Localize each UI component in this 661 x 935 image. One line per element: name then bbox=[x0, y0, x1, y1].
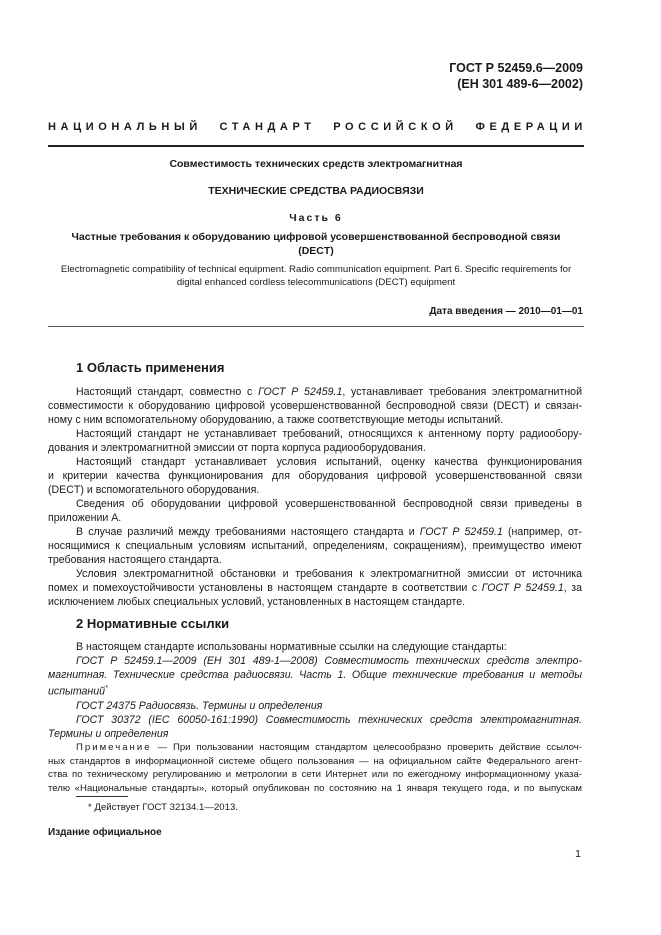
s2-ref1-line1: ГОСТ Р 52459.1—2009 (ЕН 301 489-1—2008) Совместимость технических средств электро- bbox=[76, 655, 582, 667]
section-2-note bbox=[48, 741, 582, 795]
s1-p6-line1: Условия электромагнитной обстановки и требования к электромагнитной эмиссии от источника bbox=[76, 568, 582, 580]
footnote-rule bbox=[76, 796, 128, 797]
s2-ref3-line2: Термины и определения bbox=[48, 727, 169, 740]
national-standard-banner: НАЦИОНАЛЬНЫЙ СТАНДАРТ РОССИЙСКОЙ ФЕДЕРАЦИИ bbox=[48, 121, 587, 133]
section-1-body bbox=[48, 385, 582, 609]
note-line3: ства по техническому регулированию и метрологии в сети Интернет или по ежегодному информационному указа- bbox=[48, 769, 582, 780]
s1-p4-line2: приложении А. bbox=[48, 512, 122, 524]
page-number: 1 bbox=[575, 848, 581, 860]
section-1-heading: 1 Область применения bbox=[76, 360, 225, 375]
title-english-line1: Electromagnetic compatibility of technical equipment. Radio communication equipment. Part 6. Specific requirements for bbox=[60, 264, 572, 275]
s1-p5-line2: носящимися к специальным условиям испытаний, определениям, сокращениям), преимущество имеют bbox=[48, 540, 582, 552]
title-english-line2: digital enhanced cordless telecommunications (DECT) equipment bbox=[176, 277, 456, 288]
footnote: * Действует ГОСТ 32134.1—2013. bbox=[88, 802, 238, 813]
s2-intro: В настоящем стандарте использованы нормативные ссылки на следующие стандарты: bbox=[76, 641, 507, 653]
date-rule bbox=[48, 326, 584, 327]
note-line4: телю «Национальные стандарты», который опубликован по состоянию на 1 января текущего года, и по выпускам bbox=[48, 782, 582, 794]
title-part: Часть 6 bbox=[289, 212, 343, 224]
note-label: Примечание bbox=[76, 742, 152, 753]
ref-gost-52459-1: ГОСТ Р 52459.1 bbox=[419, 526, 503, 538]
s1-p3-line1: Настоящий стандарт устанавливает условия испытаний, оценку качества функционирования bbox=[76, 456, 582, 468]
official-edition-label: Издание официальное bbox=[48, 827, 162, 838]
s1-p3-line3: (DECT) и вспомогательного оборудования. bbox=[48, 484, 260, 496]
title-subtitle-line1: Частные требования к оборудованию цифровой усовершенствованной беспроводной связи bbox=[71, 231, 561, 243]
standard-equivalent: (EH 301 489-6—2002) bbox=[457, 77, 583, 91]
section-2-body bbox=[48, 640, 582, 741]
s2-ref3-line1: ГОСТ 30372 (IEC 60050-161:1990) Совместимость технических средств электромагнитная. bbox=[76, 713, 582, 726]
section-2-heading: 2 Нормативные ссылки bbox=[76, 616, 230, 631]
s1-p2-line2: дования и электромагнитной эмиссии от порта корпуса радиооборудования. bbox=[48, 442, 426, 454]
standard-number: ГОСТ Р 52459.6—2009 bbox=[449, 61, 583, 75]
title-series: Совместимость технических средств электромагнитная bbox=[169, 158, 463, 170]
s2-ref1-line3: испытаний* bbox=[48, 685, 108, 698]
banner-rule bbox=[48, 145, 584, 147]
note-line2: ных стандартов в информационной системе общего пользования — на официальном сайте Федерального агент- bbox=[48, 755, 582, 767]
s1-p6-line3: исключением любых специальных условий, установленных в настоящем стандарте. bbox=[48, 596, 466, 608]
s1-p2-line1: Настоящий стандарт не устанавливает требований, относящихся к антенному порту радиообору- bbox=[76, 428, 582, 440]
s1-p5-line1: В случае различий между требованиями настоящего стандарта и ГОСТ Р 52459.1 (например, от- bbox=[76, 526, 582, 538]
s1-p1-line3: ному с ним вспомогательному оборудованию, а также соответствующие методы испытаний. bbox=[48, 414, 504, 426]
note-line1: Примечание — При пользовании настоящим стандартом целесообразно проверить действие ссылоч- bbox=[76, 742, 582, 753]
title-main: ТЕХНИЧЕСКИЕ СРЕДСТВА РАДИОСВЯЗИ bbox=[208, 185, 424, 197]
ref-gost-52459-1: ГОСТ Р 52459.1 bbox=[258, 386, 343, 398]
s2-ref2: ГОСТ 24375 Радиосвязь. Термины и определения bbox=[76, 699, 323, 712]
s1-p1-line1: Настоящий стандарт, совместно с ГОСТ Р 52459.1, устанавливает требования электромагнитной bbox=[76, 386, 582, 398]
introduction-date: Дата введения — 2010—01—01 bbox=[429, 306, 583, 317]
ref-gost-52459-1: ГОСТ Р 52459.1 bbox=[481, 582, 564, 594]
s2-ref1-line2: магнитная. Технические средства радиосвязи. Часть 1. Общие технические требования и методы bbox=[48, 669, 582, 681]
s1-p5-line3: требования настоящего стандарта. bbox=[48, 554, 222, 566]
footnote-marker: * bbox=[105, 685, 108, 692]
title-subtitle-line2: (DECT) bbox=[298, 245, 334, 257]
s1-p4-line1: Сведения об оборудовании цифровой усовершенствованной беспроводной связи приведены в bbox=[76, 498, 582, 510]
s1-p3-line2: и критерии качества функционирования для оборудования цифровой усовершенствованной связи bbox=[48, 470, 582, 482]
s1-p6-line2: помех и помехоустойчивости установлены в настоящем стандарте в соответствии с ГОСТ Р 52459.1, за bbox=[48, 582, 582, 594]
s1-p1-line2: совместимости к оборудованию цифровой усовершенствованной беспроводной связи (DECT) и связан- bbox=[48, 400, 582, 412]
